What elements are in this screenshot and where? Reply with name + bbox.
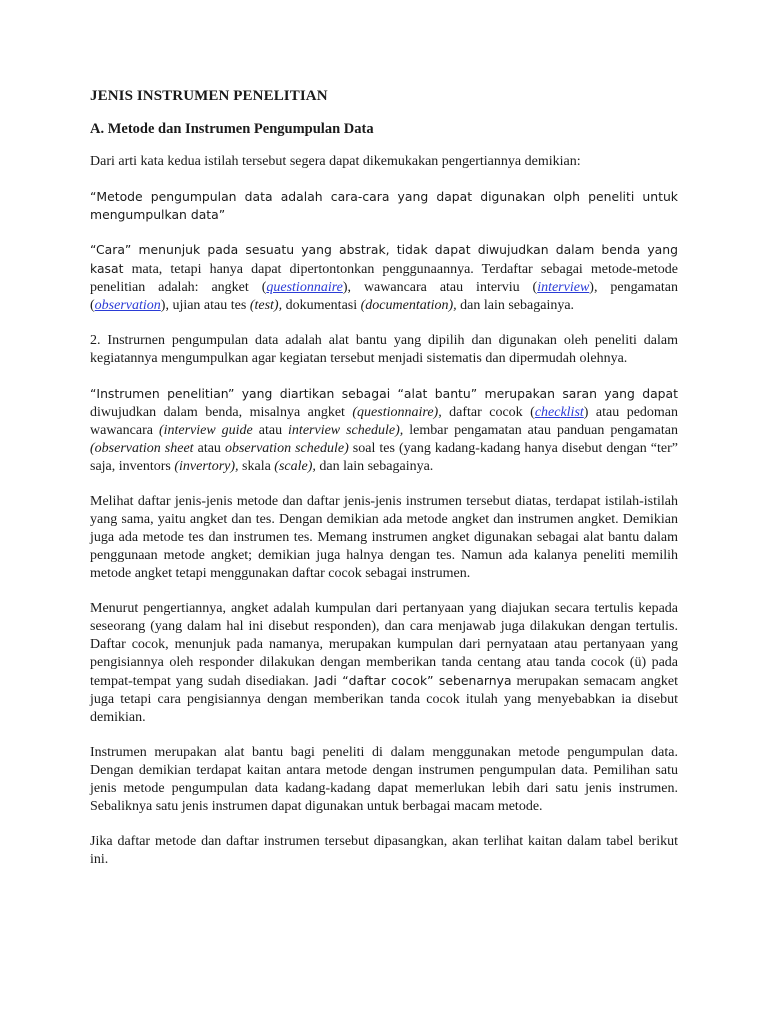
melihat-paragraph: Melihat daftar jenis-jenis metode dan daftar jenis-jenis instrumen tersebut diatas, terdapat istilah-istilah yang sama, yaitu angket dan tes. Dengan demikian ada metode angket dan instrumen angket. Demikian juga ada metode tes dan instrumen tes. Memang instrumen angket digunakan sebagai alat bantu dalam penggunaan metode angket; demikian juga halnya dengan tes. Namun ada kalanya peneliti memilih metode angket tetapi menggunakan daftar cocok sebagai instrumen. — [90, 494, 678, 581]
instrumen-penelitian-paragraph: “Instrumen penelitian” yang diartikan sebagai “alat bantu” merupakan saran yang dapat diwujudkan dalam benda, misalnya angket (questionnaire), daftar cocok (checklist) atau pedoman wawancara (interview guide atau interview schedule), lembar pengamatan atau panduan pengamatan (observation sheet atau observation schedule) soal tes (yang kadang-kadang hanya disebut dengan “ter” saja, inventors (invertory), skala (scale), dan lain sebagainya. — [90, 386, 679, 474]
menurut-paragraph: Menurut pengertiannya, angket adalah kumpulan dari pertanyaan yang diajukan secara tertulis kepada seseorang (yang dalam hal ini disebut responden), dan cara menjawab juga dilakukan dengan tertulis. Daftar cocok, menunjuk pada namanya, merupakan kumpulan dari pernyataan atau pertanyaan yang pengisiannya oleh responder dilakukan dengan memberikan tanda centang atau tanda cocok (ü) pada tempat-tempat yang sudah disediakan. Jadi “daftar cocok” sebenarnya merupakan semacam angket juga tetapi cara pengisiannya dengan memberikan tanda cocok itulah yang menyebabkan ia disebut demikian. — [90, 601, 678, 725]
instrumen-paragraph-first-line: “Instrumen penelitian” yang diartikan sebagai “alat bantu” merupakan saran yang dapat — [90, 386, 678, 401]
questionnaire-link[interactable]: questionnaire — [266, 280, 343, 295]
cara-paragraph: “Cara” menunjuk pada sesuatu yang abstrak, tidak dapat diwujudkan dalam benda yang kasat mata, tetapi hanya dapat dipertontonkan penggunaannya. Terdaftar sebagai metode-metode penelitian adalah: angket (questionnaire), wawancara atau interviu (interview), pengamatan (observation), ujian atau tes (test), dokumentasi (documentation), dan lain sebagainya. — [90, 242, 679, 313]
instrumen-kaitan-paragraph: Instrumen merupakan alat bantu bagi peneliti di dalam menggunakan metode pengumpulan data. Dengan demikian terdapat kaitan antara metode dengan instrumen pengumpulan data. Pemilihan satu jenis metode pengumpulan data kadang-kadang dapat memerlukan lebih dari satu jenis instrumen. Sebaliknya satu jenis instrumen dapat digunakan untuk berbagai macam metode. — [90, 745, 678, 814]
quote-metode-paragraph: “Metode pengumpulan data adalah cara-cara yang dapat digunakan olph peneliti untuk mengumpulkan data” — [90, 189, 678, 222]
document-page — [90, 88, 678, 886]
intro-paragraph: Dari arti kata kedua istilah tersebut segera dapat dikemukakan pengertiannya demikian: — [90, 154, 581, 169]
instrument-definition-paragraph: 2. Instrurnen pengumpulan data adalah alat bantu yang dipilih dan digunakan oleh peneliti dalam kegiatannya mengumpulkan agar kegiatan tersebut menjadi sistematis dan dipermudah olehnya. — [90, 333, 678, 366]
observation-link[interactable]: observation — [94, 298, 161, 313]
document-title: JENIS INSTRUMEN PENELITIAN — [90, 88, 328, 104]
section-heading-a: A. Metode dan Instrumen Pengumpulan Data — [90, 121, 374, 137]
cara-paragraph-first-line: “Cara” menunjuk pada sesuatu yang abstrak, tidak dapat diwujudkan dalam benda yang kasat — [90, 242, 678, 276]
checklist-link[interactable]: checklist — [534, 405, 584, 420]
interview-link[interactable]: interview — [537, 280, 590, 295]
jika-paragraph: Jika daftar metode dan daftar instrumen tersebut dipasangkan, akan terlihat kaitan dalam tabel berikut ini. — [90, 834, 678, 867]
